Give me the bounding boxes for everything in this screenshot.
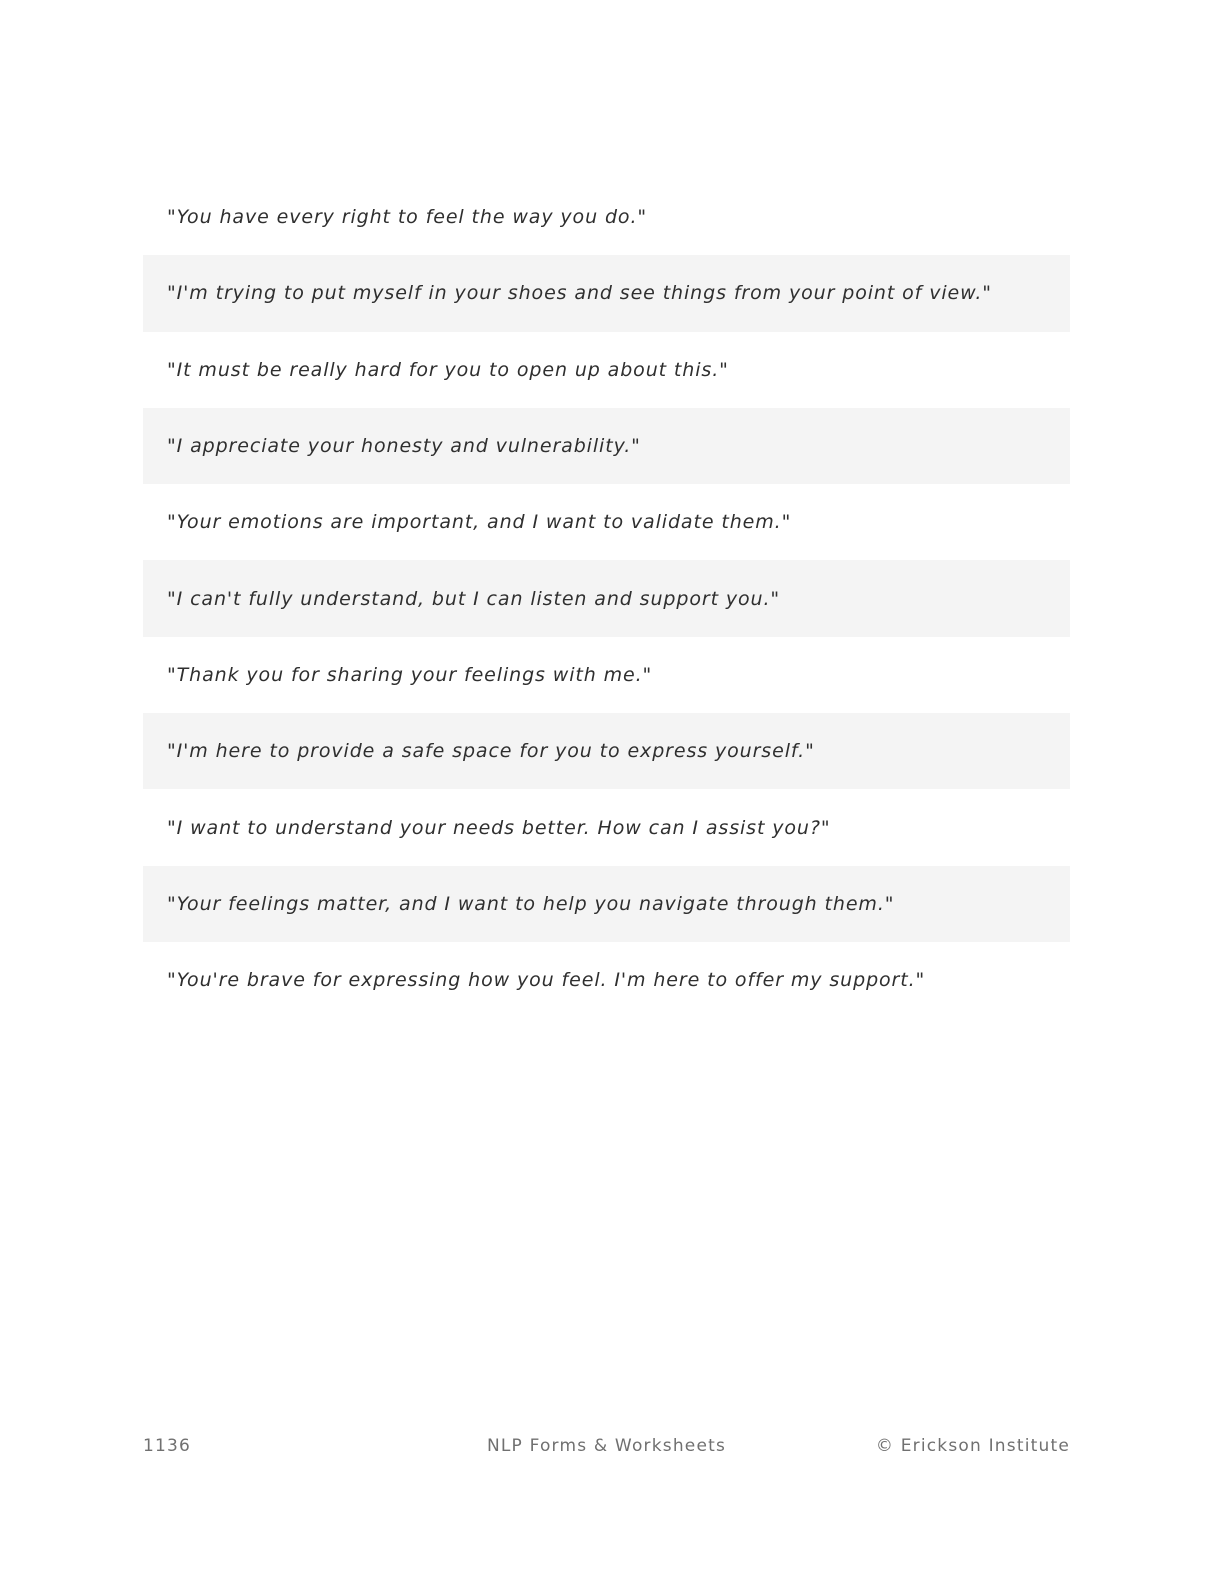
statement-row xyxy=(143,408,1070,484)
statement-row xyxy=(143,866,1070,942)
statement-row xyxy=(143,560,1070,636)
statement-row xyxy=(143,255,1070,331)
copyright-notice: © Erickson Institute xyxy=(875,1436,1070,1456)
statement-row xyxy=(143,637,1070,713)
statement-row xyxy=(143,484,1070,560)
statement-row xyxy=(143,713,1070,789)
statement-row xyxy=(143,332,1070,408)
statement-text: "I want to understand your needs better. How can I assist you?" xyxy=(167,816,831,839)
statement-text: "You're brave for expressing how you feel. I'm here to offer my support." xyxy=(167,969,926,992)
statement-text: "I can't fully understand, but I can listen and support you." xyxy=(167,587,781,610)
statement-text: "I appreciate your honesty and vulnerability." xyxy=(167,435,641,458)
statement-row xyxy=(143,942,1070,1018)
statement-text: "You have every right to feel the way you do." xyxy=(167,206,648,229)
document-title: NLP Forms & Worksheets xyxy=(486,1436,727,1456)
statement-text: "I'm trying to put myself in your shoes and see things from your point of view." xyxy=(167,282,992,305)
page-number: 1136 xyxy=(143,1436,192,1456)
statement-text: "Thank you for sharing your feelings with me." xyxy=(167,663,653,686)
statement-text: "Your feelings matter, and I want to help you navigate through them." xyxy=(167,892,895,915)
statement-row xyxy=(143,789,1070,865)
statement-text: "Your emotions are important, and I want to validate them." xyxy=(167,511,792,534)
statement-list xyxy=(143,179,1070,1018)
statement-text: "I'm here to provide a safe space for you to express yourself." xyxy=(167,740,815,763)
page-footer xyxy=(143,1436,1070,1460)
statement-text: "It must be really hard for you to open up about this." xyxy=(167,358,729,381)
statement-row xyxy=(143,179,1070,255)
